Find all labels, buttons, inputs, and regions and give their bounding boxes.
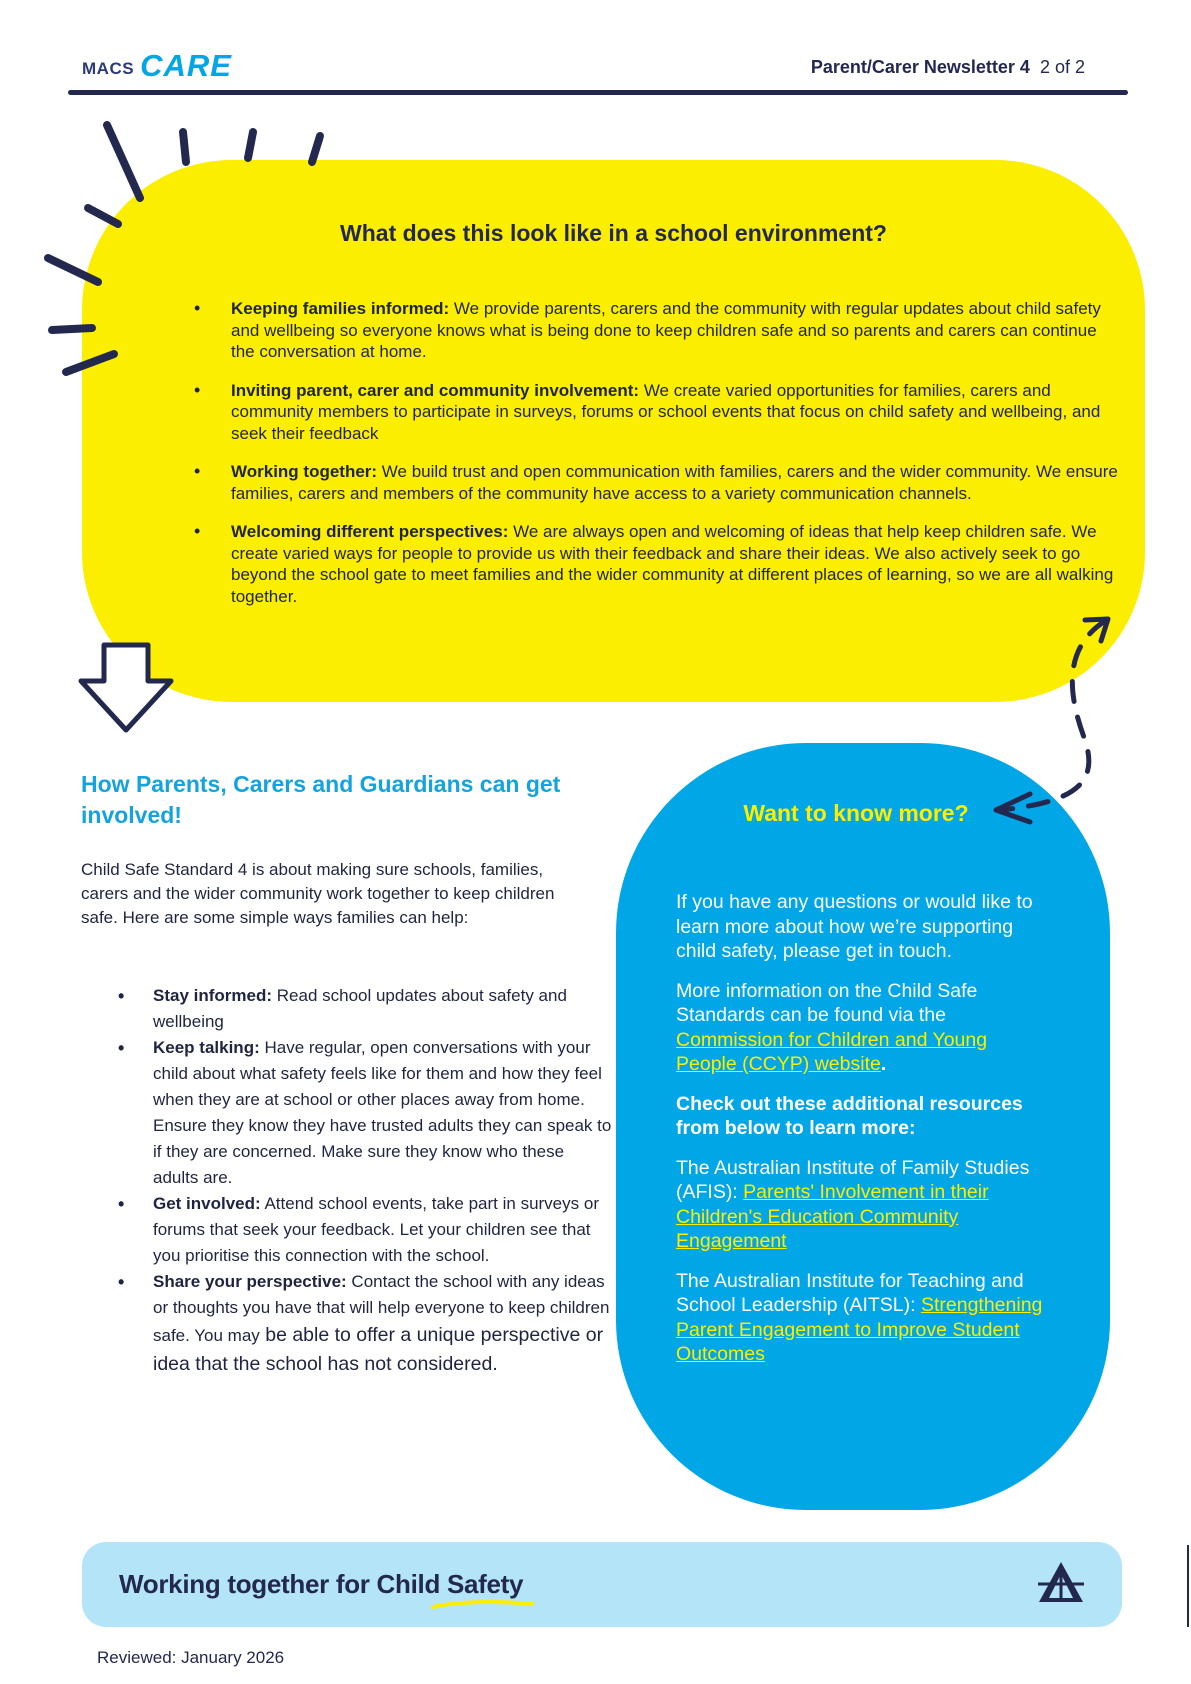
know-more-intro: If you have any questions or would like to learn more about how we’re supporting child safety, please get in touch. [676,891,1033,962]
list-item-text: We create varied opportunities for families, carers and community members to participate in surveys, forums or school events that focus on child safety and wellbeing, and seek their feedback [231,380,1101,443]
know-more-aitsl [676,1269,1046,1367]
burst-line [107,125,140,198]
list-item [153,1269,613,1379]
list-item-text: Read school updates about safety and wellbeing [153,986,567,1031]
page-edge-mark [1187,1545,1189,1627]
macs-emblem-icon [1036,1560,1086,1606]
list-item-label: Keep talking: [153,1038,260,1057]
reviewed-date: Reviewed: January 2026 [97,1648,285,1667]
logo-care-text: CARE [140,48,232,83]
page-indicator: 2 of 2 [1039,57,1085,77]
list-item-text: We provide parents, carers and the community with regular updates about child safety and wellbeing so everyone knows what is being done to keep children safe and so parents and carers can continue the conversation at home. [231,299,1101,361]
underline-swoosh-icon [430,1599,535,1611]
list-item-label: Get involved: [153,1194,261,1213]
paragraph-text: . [880,1053,887,1075]
list-item [231,461,1121,504]
burst-line [48,258,98,282]
list-item [231,298,1121,363]
dashed-arrow-icon [980,610,1180,830]
footer-tagline: Working together for Child Safety [119,1569,524,1599]
paragraph-text: The Australian Institute of Family Studies (AFIS): [676,1156,1030,1203]
know-more-content [676,890,1046,1382]
list-item-text: Have regular, open conversations with your child about what safety feels like for them and how they feel when they are at school or other places away from home. Ensure they know they have trusted adults they can speak to if they are concerned. Make sure they know who these adults are. [153,1038,612,1187]
list-item [153,1191,613,1269]
list-item-text: We build trust and open communication with families, carers and the wider community. We ensure families, carers and members of the community have access to a variety communication channels. [231,462,1118,503]
burst-line [52,328,92,330]
list-item-label: Welcoming different perspectives: [231,522,509,541]
list-item [231,521,1121,607]
list-item-label: Working together: [231,462,378,481]
burst-line [312,136,320,162]
know-more-resources-heading [676,1092,1046,1141]
down-arrow-icon [78,640,178,735]
burst-line [183,132,186,162]
list-item-label: Share your perspective: [153,1272,347,1291]
macs-care-logo [82,50,232,84]
newsletter-title: Parent/Carer Newsletter 4 [810,57,1030,77]
burst-line [66,354,114,372]
get-involved-heading: How Parents, Carers and Guardians can get involved! [81,771,561,828]
list-item-label: Keeping families informed: [231,299,450,318]
afis-resource-link[interactable]: Parents' Involvement in their Children's Education Community Engagement [676,1181,989,1252]
list-item-text: Attend school events, take part in surveys or forums that seek your feedback. Let your children see that you prioritise this connection with the school. [153,1194,599,1265]
logo-macs-text: MACS [82,59,135,78]
know-more-title: Want to know more? [743,800,969,826]
list-item [153,1035,613,1191]
list-item [153,983,613,1035]
list-item-text: We are always open and welcoming of ideas that help keep children safe. We create varied ways for people to provide us with their feedback and share their ideas. We also actively seek to go beyond the school gate to meet families and the wider community at different places of learning, so we are all walking together. [231,522,1114,606]
paragraph-text: Check out these additional resources from below to learn more: [676,1092,1023,1139]
school-environment-list [190,298,1121,624]
school-environment-title: What does this look like in a school environment? [340,220,887,246]
know-more-afis [676,1156,1046,1254]
burst-line [248,132,253,158]
header-title [811,57,1085,78]
know-more-standards [676,979,1046,1077]
list-item-label: Inviting parent, carer and community involvement: [231,380,640,400]
list-item [231,380,1121,445]
get-involved-list [122,983,613,1379]
ccyp-website-link[interactable]: Commission for Children and Young People (CCYP) website [676,1028,988,1075]
header-divider [68,90,1128,95]
list-item-text: be able to offer a unique perspective or idea that the school has not considered. [153,1324,604,1375]
aitsl-resource-link[interactable]: Strengthening Parent Engagement to Improve Student Outcomes [676,1294,1043,1365]
list-item-label: Stay informed: [153,986,273,1005]
get-involved-intro: Child Safe Standard 4 is about making sure schools, families, carers and the wider community work together to keep children safe. Here are some simple ways families can help: [81,860,555,927]
paragraph-text: More information on the Child Safe Standards can be found via the [676,979,978,1026]
paragraph-text: The Australian Institute for Teaching and School Leadership (AITSL): [676,1269,1024,1316]
list-item-text: Contact the school with any ideas or thoughts you have that will help everyone to keep children safe. You may [153,1272,610,1345]
